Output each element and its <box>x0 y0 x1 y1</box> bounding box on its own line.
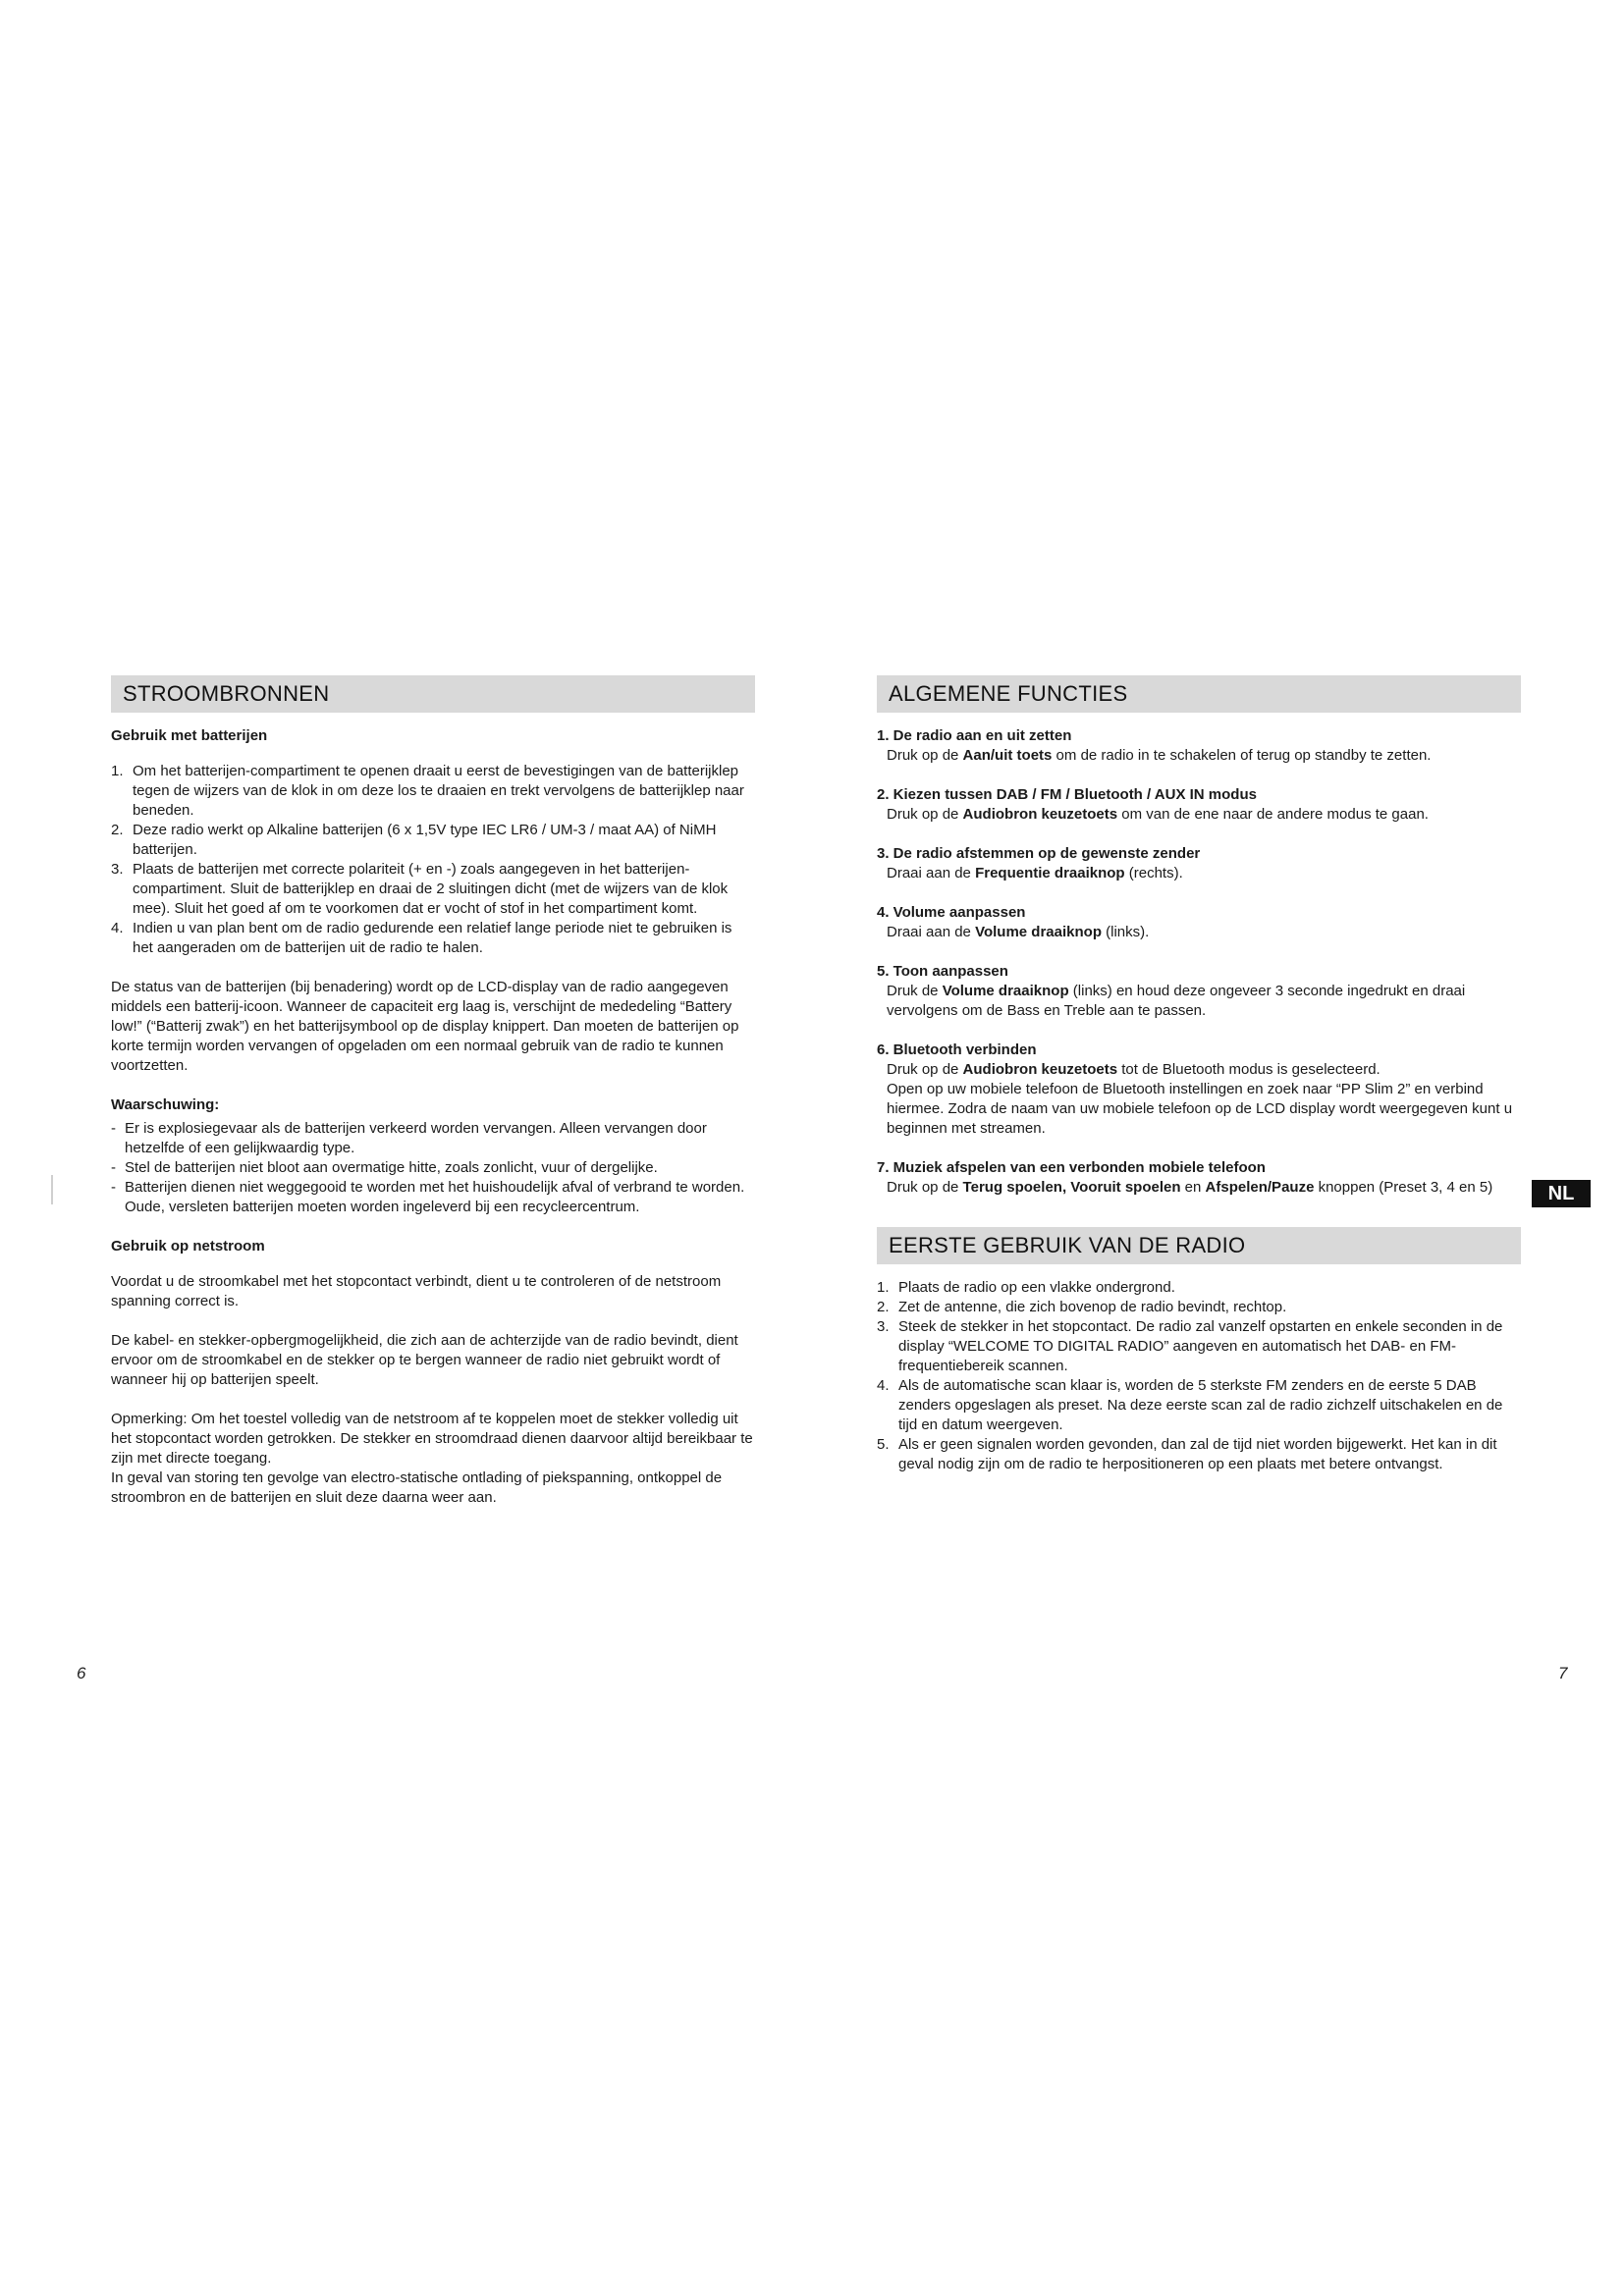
function-item: 1. De radio aan en uit zetten Druk op de Aan/uit toets om de radio in te schakelen of terug op standby te zetten. <box>877 727 1432 764</box>
section-title-stroombronnen: STROOMBRONNEN <box>111 675 755 713</box>
warning-list <box>111 1119 755 1217</box>
list-item: 2. Deze radio werkt op Alkaline batterijen (6 x 1,5V type IEC LR6 / UM-3 / maat AA) of NiMH batterijen. <box>111 822 717 858</box>
list-item: 2. Zet de antenne, die zich bovenop de radio bevindt, rechtop. <box>877 1299 1287 1315</box>
first-use-steps <box>877 1278 1521 1474</box>
margin-mark <box>51 1175 53 1204</box>
list-item: 4. Indien u van plan bent om de radio gedurende een relatief lange periode niet te gebruiken is het aangeraden om de batterijen uit de radio te halen. <box>111 920 732 956</box>
warning-heading: Waarschuwing: <box>111 1096 220 1113</box>
list-item: 3. Steek de stekker in het stopcontact. De radio zal vanzelf opstarten en enkele seconden in de display “WELCOME TO DIGITAL RADIO” aangeven en automatisch het DAB- en FM-frequentiebereik scannen. <box>877 1318 1503 1374</box>
section-title-eerste-gebruik: EERSTE GEBRUIK VAN DE RADIO <box>877 1227 1521 1264</box>
batteries-heading: Gebruik met batterijen <box>111 727 268 744</box>
section-title-algemene-functies: ALGEMENE FUNCTIES <box>877 675 1521 713</box>
page-number-right: 7 <box>1558 1664 1568 1682</box>
function-item: 4. Volume aanpassen Draai aan de Volume draaiknop (links). <box>877 904 1150 940</box>
function-item: 3. De radio afstemmen op de gewenste zender Draai aan de Frequentie draaiknop (rechts). <box>877 845 1201 881</box>
page-number-left: 6 <box>77 1664 86 1682</box>
list-item: 1. Om het batterijen-compartiment te openen draait u eerst de bevestigingen van de batterijklep tegen de wijzers van de klok in om deze los te draaien en trekt vervolgens de batterijklep naar beneden. <box>111 763 744 819</box>
language-badge: NL <box>1532 1180 1591 1207</box>
list-item: - Er is explosiegevaar als de batterijen verkeerd worden vervangen. Alleen vervangen door hetzelfde of een gelijkwaardig type. <box>111 1120 707 1156</box>
function-item-music: 7. Muziek afspelen van een verbonden mobiele telefoon Druk op de Terug spoelen, Vooruit spoelen en Afspelen/Pauze knoppen (Preset 3, 4 en 5) <box>877 1159 1493 1196</box>
mains-heading: Gebruik op netstroom <box>111 1238 265 1255</box>
list-item: - Batterijen dienen niet weggegooid te worden met het huishoudelijk afval of verbrand te worden. Oude, versleten batterijen moeten worden ingeleverd bij een recycleercentrum. <box>111 1179 745 1215</box>
bluetooth-extra: Open op uw mobiele telefoon de Bluetooth instellingen en zoek naar “PP Slim 2” en verbind hiermee. Zodra de naam van uw mobiele telefoon op de LCD display wordt weergegeven kunt u beginnen met streamen. <box>887 1081 1513 1137</box>
battery-status-paragraph: De status van de batterijen (bij benadering) wordt op de LCD-display van de radio aangegeven middels een batterij-icoon. Wanneer de capaciteit erg laag is, verschijnt de mededeling “Battery low!” (“Batterij zwak”) en het batterijsymbool op de display knippert. Dan moeten de batterijen op korte termijn worden vervangen of opgeladen om een normaal gebruik van de radio te kunnen voortzetten. <box>111 979 739 1074</box>
function-item: 5. Toon aanpassen Druk de Volume draaiknop (links) en houd deze ongeveer 3 seconde ingedrukt en draai vervolgens om de Bass en Treble aan te passen. <box>877 963 1466 1019</box>
list-item: - Stel de batterijen niet bloot aan overmatige hitte, zoals zonlicht, vuur of dergelijke. <box>111 1159 658 1176</box>
right-column <box>877 675 1521 1474</box>
mains-paragraph-1: Voordat u de stroomkabel met het stopcontact verbindt, dient u te controleren of de netstroom spanning correct is. <box>111 1273 722 1309</box>
left-column <box>111 675 755 1508</box>
mains-paragraph-4: In geval van storing ten gevolge van electro-statische ontlading of piekspanning, ontkoppel de stroombron en de batterijen en sluit deze daarna weer aan. <box>111 1469 723 1506</box>
mains-paragraph-3: Opmerking: Om het toestel volledig van de netstroom af te koppelen moet de stekker volledig uit het stopcontact worden getrokken. De stekker en stroomdraad dienen daarvoor altijd bereikbaar te zijn met directe toegang. <box>111 1411 753 1467</box>
list-item: 5. Als er geen signalen worden gevonden, dan zal de tijd niet worden bijgewerkt. Het kan in dit geval nodig zijn om de radio te herpositioneren op een plaats met betere ontvangst. <box>877 1436 1497 1472</box>
list-item: 1. Plaats de radio op een vlakke ondergrond. <box>877 1279 1175 1296</box>
function-item: 2. Kiezen tussen DAB / FM / Bluetooth / AUX IN modus Druk op de Audiobron keuzetoets om van de ene naar de andere modus te gaan. <box>877 786 1429 823</box>
mains-paragraph-2: De kabel- en stekker-opbergmogelijkheid, die zich aan de achterzijde van de radio bevindt, dient ervoor om de stroomkabel en de stekker op te bergen wanneer de radio niet gebruikt wordt of wanneer hij op batterijen speelt. <box>111 1332 738 1388</box>
list-item: 4. Als de automatische scan klaar is, worden de 5 sterkste FM zenders en de eerste 5 DAB zenders opgeslagen als preset. Na deze eerste scan zal de radio zichzelf uitschakelen en de tijd en datum weergeven. <box>877 1377 1503 1433</box>
function-item: 6. Bluetooth verbinden Druk op de Audiobron keuzetoets tot de Bluetooth modus is geselecteerd. Open op uw mobiele telefoon de Bluetooth instellingen en zoek naar “PP Slim 2” en verbind hiermee. Zodra de naam van uw mobiele telefoon op de LCD display wordt weergegeven kunt u beginnen met streamen. <box>877 1041 1521 1139</box>
list-item: 3. Plaats de batterijen met correcte polariteit (+ en -) zoals aangegeven in het batterijen-compartiment. Sluit de batterijklep en draai de 2 sluitingen dicht (met de wijzers van de klok mee). Sluit het goed af om te voorkomen dat er vocht of stof in het compartiment komt. <box>111 861 729 917</box>
battery-steps <box>111 762 755 958</box>
